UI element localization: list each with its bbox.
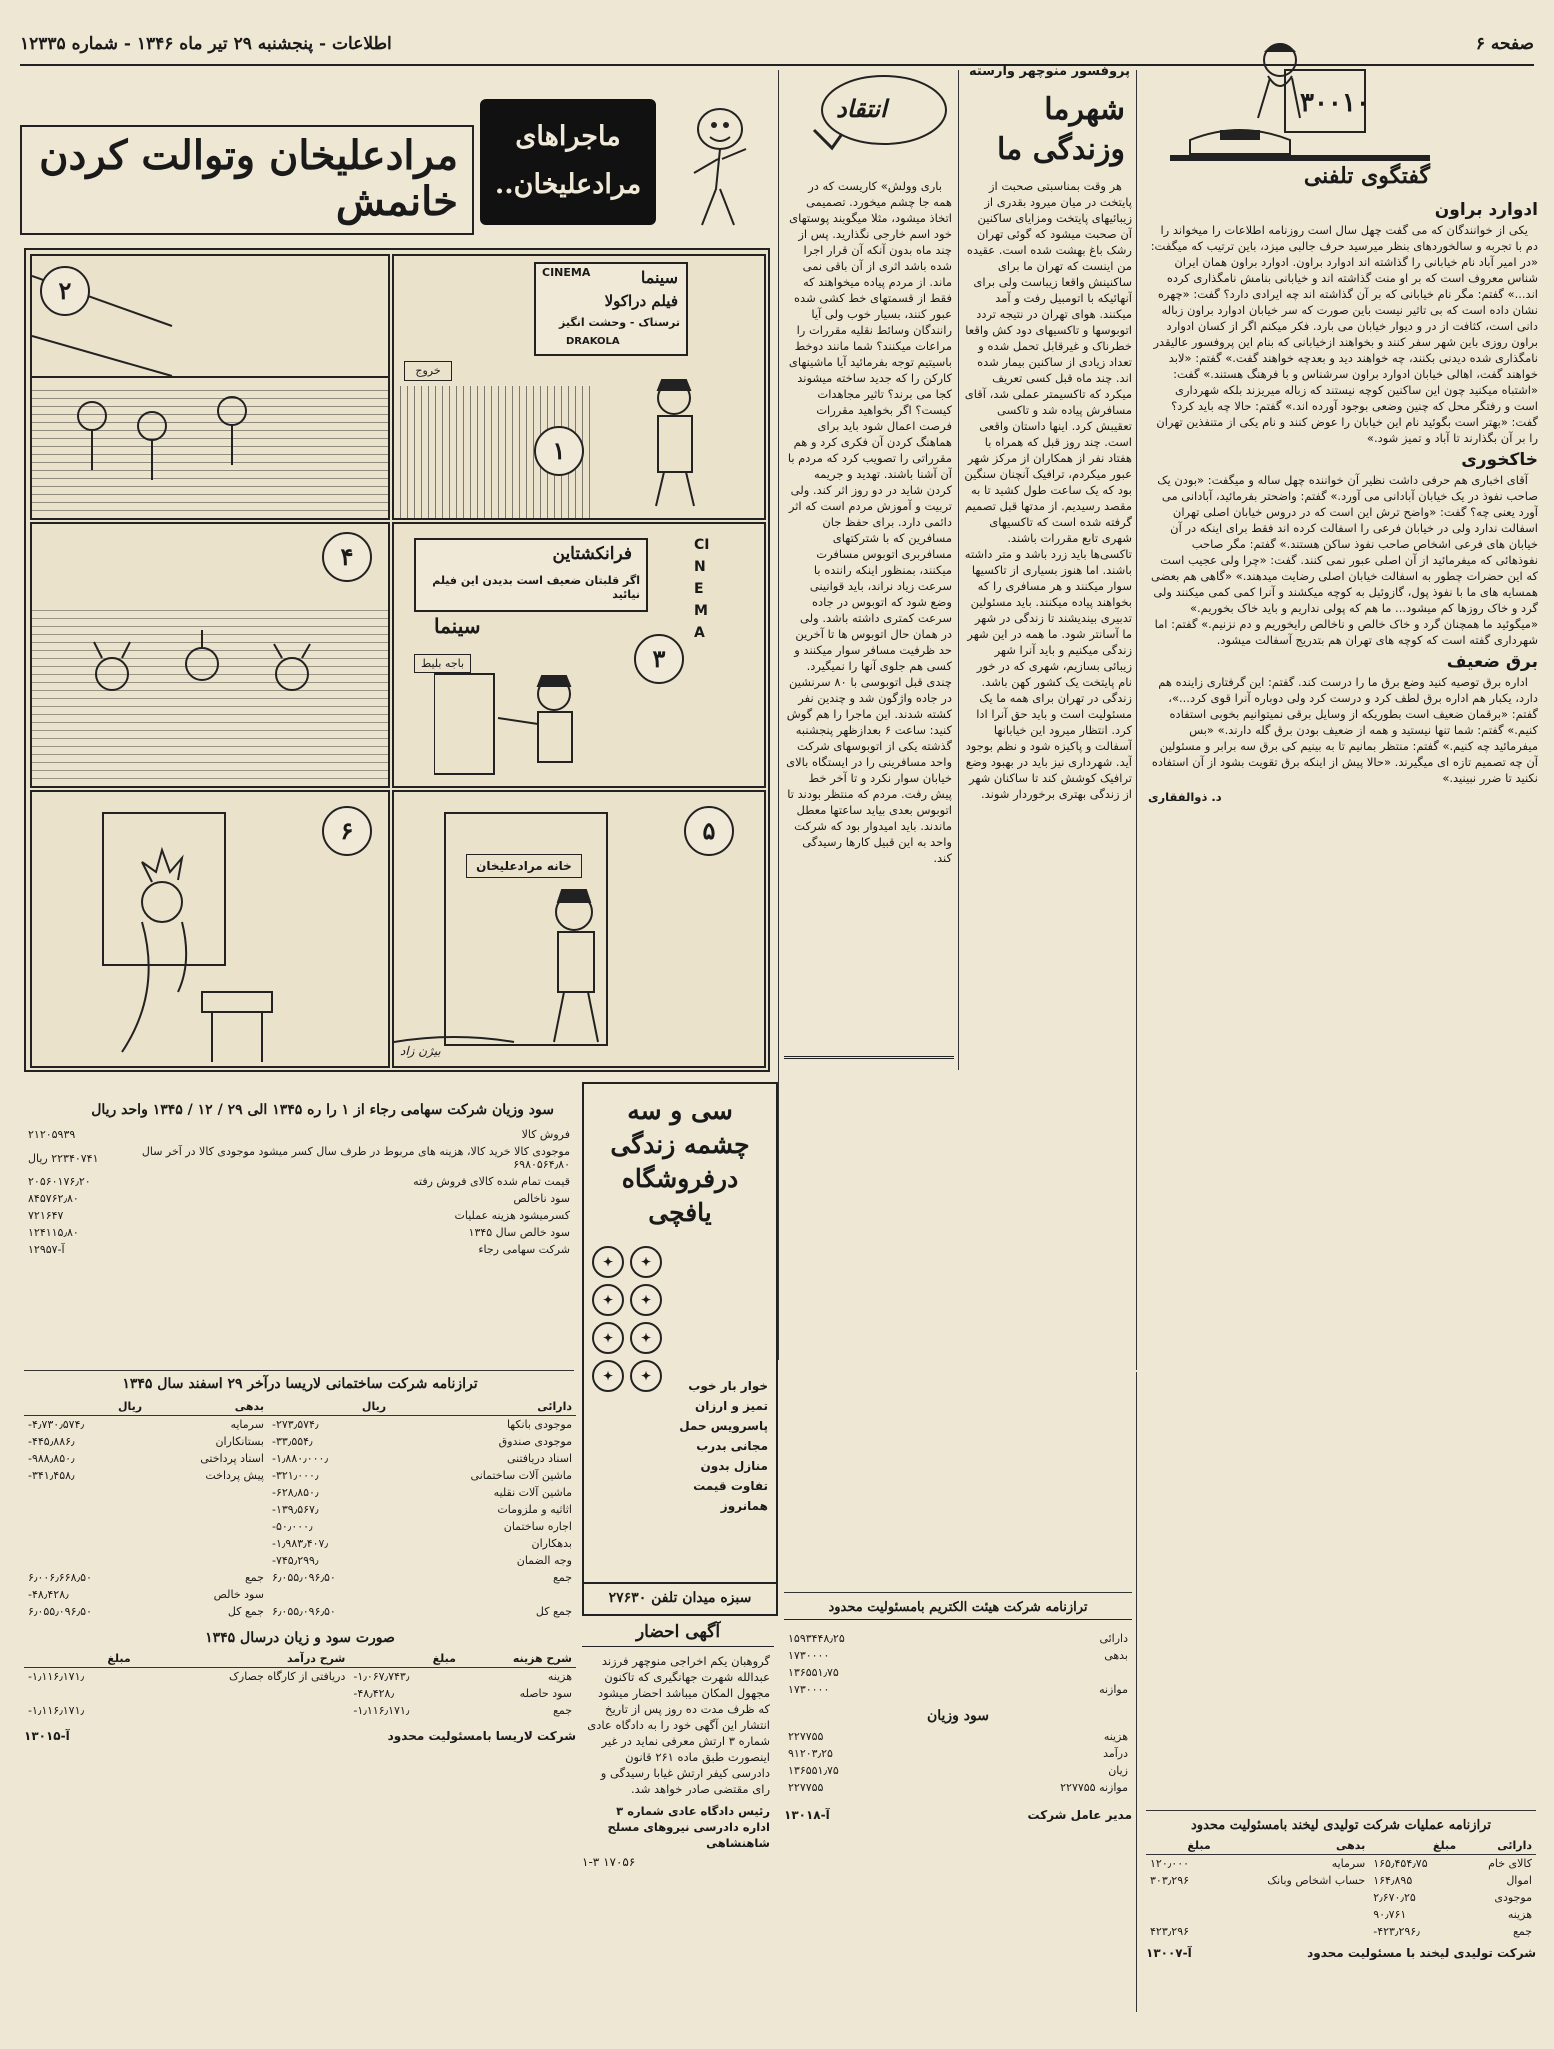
cinema-sign	[414, 538, 648, 612]
table-row	[24, 1143, 574, 1173]
karim-pl-title: سود وزیان	[926, 1708, 990, 1724]
table-header-row	[24, 1650, 576, 1668]
panel-number: ۳	[634, 634, 684, 684]
table-cell: موازنه ۲۲۷۷۵۵	[1060, 1781, 1128, 1794]
badge-icon: ✦	[630, 1360, 662, 1392]
panel-number: ۴	[322, 532, 372, 582]
badge-icon: ✦	[592, 1322, 624, 1354]
badge-icon: ✦	[592, 1246, 624, 1278]
notice-title: آگهی احضار	[582, 1622, 774, 1647]
critique-body-continued: باری وولش» کاریست که در همه جا چشم میخورد. تصمیمی اتخاذ میشود، مثلا میگویند پوستهای خود اسم خارجی نگذارید. پس از چند ماه بدون آنکه آن قرار اجرا شده باشد اثری از آن باقی نمی ماند. از مردم پیاده میخواهند که فقط از قسمتهای خط کشی شده عبور کنند، بسیار خوب ولی آیا رانندگان وسائط نقلیه مقررات را مراعات میکنند؟ شما مانند دوخط باسیتیم توجه بفرمائید آیا ماشینهای کارکن را که جدید ساخته میشوند کجا می برند؟ تاثیر مجاهدات کیست؟ اگر بخواهید مقررات فرصت اعمال شود باید برای هماهنگ کردن آن فکری کرد و هم مقرراتی را تصویب کرد که مردم با آن آشنا باشند. تهدید و جریمه کردن شاید در دو روز اثر کند. ولی تربیت و آموزش مردم است که اثر دائمی دارد. برای حفظ جان مسافرین که با شترکتهای مسافربری اتوبوس مسافرت میکنند، بمنظور اینکه راننده با سرعت زیاد نراند، باید قوانینی وضع شود که اتوبوس در جاده سرعت کمتری داشته باشد. ولی در همان حال اتوبوس ها تا آخرین حد ظرفیت مسافر سوار میکنند و کسی هم جلوی آنها را نمیگیرد. چندی قبل اتوبوسی با ۸۰ سرنشین در جاده واژگون شد و چندین نفر کشته شدند. این ماجرا را هم گوش کنید: ساعت ۶ بعدازظهر پنجشنبه گذشته یکی از اتوبوسهای شرکت واحد مسافرینی را در ایستگاه بالای خیابان سوار نکرد و تا آخر خط پیش رفت. مردم که منتظر بودند تا اتوبوس بعدی بیاید ساعتها معطل ماندند. باید امیدوار بود که شرکت واحد به این قبیل کارها رسیدگی کند.	[786, 179, 952, 865]
film-title: فرانکشتاین	[552, 544, 632, 564]
larisa-footer: شرکت لاریسا بامسئولیت محدود	[387, 1729, 576, 1743]
table-cell	[146, 1518, 268, 1535]
lakhand-balance-sheet	[1146, 1818, 1536, 2018]
divider	[778, 70, 779, 1360]
film-subtitle: ترسناک - وحشت انگیز	[559, 316, 680, 329]
table-cell: ۱۶۵٫۴۵۴٫۷۵	[1373, 1857, 1428, 1870]
panel-number: ۶	[322, 806, 372, 856]
table-row	[24, 1173, 574, 1190]
divider	[1136, 70, 1137, 1370]
film-title: فیلم دراکولا	[604, 292, 678, 310]
table-cell	[1146, 1906, 1215, 1923]
table-cell: سرمایه	[1331, 1857, 1366, 1870]
cinema-sign-fa: سینما	[434, 614, 481, 638]
table-cell: ۷۲۱۶۴۷	[28, 1209, 64, 1222]
table-cell: ۷۴۵٫۲۹۹٫-	[271, 1554, 319, 1567]
table-cell: آ-۱۲۹۵۷	[28, 1243, 65, 1256]
table-cell: سود حاصله	[519, 1687, 572, 1700]
comic-series-label: ماجراهای مرادعلیخان..	[494, 121, 642, 200]
table-row	[784, 1745, 1132, 1762]
table-cell: ۶٫۰۵۵٫۰۹۶٫۵۰	[271, 1571, 336, 1584]
table-cell: ۴۴۵٫۸۸۶٫-	[28, 1435, 75, 1448]
table-cell: ۶٫۰۰۶٫۶۶۸٫۵۰	[28, 1571, 92, 1584]
table-cell: اثاثیه و ملزومات	[497, 1503, 572, 1516]
table-cell: جمع	[1512, 1925, 1532, 1938]
table-cell: ۹۱۲۰۳٫۲۵	[788, 1747, 833, 1760]
critique-title: شهرما وزندگی ما	[996, 92, 1125, 167]
ticket-booth-sign: باجه بلیط	[414, 654, 471, 673]
table-cell	[146, 1484, 268, 1501]
critique-author: پروفسور منوچهر وارسته	[968, 64, 1130, 79]
column-header: شرح درآمد	[135, 1650, 350, 1668]
table-row	[24, 1484, 576, 1501]
table-cell: موجودی کالا خرید کالا، هزینه های مربوط در طرف سال کسر میشود موجودی کالا در آخر سال ۶۹۸۰۵۶۴٫۸۰	[141, 1145, 570, 1171]
table-cell: ۱۲۰٫۰۰۰	[1150, 1857, 1190, 1870]
karim-title: ترازنامه شرکت هیئت الکتریم بامسئولیت محدود	[784, 1600, 1132, 1620]
table-row	[24, 1569, 576, 1586]
table-row	[784, 1728, 1132, 1745]
table-cell: بدهکاران	[531, 1537, 572, 1550]
divider	[1146, 1810, 1536, 1811]
table-cell	[135, 1702, 350, 1719]
table-row	[24, 1586, 576, 1603]
table-cell	[24, 1552, 146, 1569]
man-walking-drawing	[614, 376, 754, 516]
comic-strip	[24, 248, 770, 1072]
comic-series-box	[480, 99, 656, 225]
cinema-sign-en: CINEMA	[542, 266, 591, 279]
table-cell: ۹۰٫۷۶۱	[1373, 1908, 1407, 1921]
karim-code: آ-۱۳۰۱۸	[784, 1808, 830, 1822]
table-cell	[268, 1586, 390, 1603]
table-row	[24, 1467, 576, 1484]
table-cell: جمع	[552, 1704, 572, 1717]
table-cell	[24, 1501, 146, 1518]
table-row	[784, 1664, 1132, 1681]
table-cell: ۴۸٫۴۲۸٫-	[353, 1687, 395, 1700]
table-cell: سود خالص سال ۱۳۴۵	[468, 1226, 570, 1239]
table-cell: ۴۸٫۴۲۸٫-	[28, 1588, 69, 1601]
panel-number: ۵	[684, 806, 734, 856]
phone-logo-number: ۳۰۰۱۰	[1300, 88, 1370, 118]
table-cell: سود ناخالص	[513, 1192, 570, 1205]
comic-panel-5	[392, 790, 766, 1068]
table-cell: ۱۲۴۱۱۵٫۸۰	[28, 1226, 79, 1239]
summons-notice	[582, 1622, 774, 2022]
column-header: دارائی	[390, 1398, 576, 1416]
table-cell: ۲۱۲۰۵۹۳۹	[28, 1128, 76, 1141]
table-cell: هزینه	[1507, 1908, 1532, 1921]
table-cell: ۲۲۳۴۰۷۴۱ ریال	[28, 1151, 99, 1165]
list-item: همانروز	[720, 1499, 768, 1513]
table-cell: ۱٫۸۸۰٫۰۰۰٫-	[271, 1452, 329, 1465]
phone-section-text: یکی از خوانندگان که می گفت چهل سال است روزنامه اطلاعات را میخواند را دم با تجربه و سالخوردهای بنظر میرسید حرف جالبی میزد، باین ترتیب که میگفت: «در امیر آباد نام خیابانی را گذاشته اند ادوارد براون. ادوارد براون همان ایران شناس معروف است که بر او منت گذاشته اند و خیابانی بنامش نامگذاری کرده اند...» گفتم: مگر نام خیابانی که بر آن گذاشته اند چه ایرادی دارد؟ گفت: «چهره نشان داده است که بی تاثیر نیست باین صورت که سر خیابان ادوارد براون زباله دانی است، کثافت از در و دیوار خیابان می بارد. فکر میکنم اگر از کسان ادوارد براون روزی باین شهر سفر کنند و بخواهند ازخیابانی که بنام این پروفسور عالیقدر نامگذاری شده دیدنی بکنند، چه خواهند دید و بعدچه خواهند گفت.» گفتم: «لابد خواهند گفت، اهالی خیابان ادوارد براون سرشناس و با فرهنگ هستند.» گفت: «اشتباه میکنید چون این ساکنین کوچه نیستند که زباله میریزند بلکه شهرداری است و رفتگر محل که چنین وضعی بوجود آورده اند.» گفتم: حالا چه باید کرد؟ گفت: «بهتر است بگوئید نام این خیابان را عوض کنند و نام یکی از متنفذین تهران را بر آن بگذارند تا آباد و تمیز شود.»	[1150, 223, 1538, 445]
table-cell: ۱۳۶۵۵۱٫۷۵	[788, 1666, 839, 1679]
divider	[784, 1056, 954, 1065]
larisa-title: ترازنامه شرکت ساختمانی لاریسا درآخر ۲۹ اسفند سال ۱۳۴۵	[122, 1376, 478, 1392]
larisa-pl-title: صورت سود و زیان درسال ۱۳۴۵	[205, 1630, 395, 1646]
karim-balance-sheet	[784, 1600, 1132, 2020]
store-ad-seals	[592, 1246, 662, 1516]
table-row	[784, 1762, 1132, 1779]
table-cell: درآمد	[1103, 1747, 1128, 1760]
table-cell: فروش کالا	[521, 1128, 570, 1141]
comic-panel-4	[30, 522, 390, 788]
table-cell: ۱٫۹۸۳٫۴۰۷٫-	[271, 1537, 329, 1550]
table-cell: ۲۷۳٫۵۷۴٫-	[271, 1418, 319, 1431]
table-cell: ۴٫۷۳۰٫۵۷۴٫-	[28, 1418, 85, 1431]
table-cell: بستانکاران	[215, 1435, 264, 1448]
table-cell	[1146, 1889, 1215, 1906]
table-row	[24, 1518, 576, 1535]
table-cell: ۱۷۳۰۰۰۰	[788, 1683, 830, 1696]
column-header: مبلغ	[1146, 1837, 1215, 1855]
raja-income-statement	[24, 1100, 574, 1360]
table-row	[24, 1416, 576, 1434]
notice-text: گروهبان یکم اخراجی منوچهر فرزند عبدالله شهرت جهانگیری که تاکنون مجهول المکان میباشد احضار میشود که ظرف مدت ده روز پس از تاریخ انتشار این آگهی خود را به دادگاه عادی شماره ۳ ارتش معرفی نماید در غیر اینصورت طبق ماده ۲۶۱ قانون دادرسی کیفر ارتش غیابا رسیدگی و رای مقتضی صادر خواهد شد.	[587, 1654, 770, 1796]
table-cell: اجاره ساختمان	[503, 1520, 572, 1533]
phone-signature: د. ذوالفقاری	[1148, 790, 1222, 804]
table-row	[24, 1126, 574, 1143]
table-cell: ۱۳۶۵۵۱٫۷۵	[788, 1764, 839, 1777]
table-cell: ۳۳٫۵۵۴٫-	[271, 1435, 313, 1448]
critique-body: هر وقت بمناسبتی صحبت از پایتخت در میان میرود بقدری از زیبائیهای پایتخت ومزایای ساکنین آن صحبت میشود که گوئی تهران رشک باغ بهشت شده است. عقیده من اینست که تهران ما برای ساکنینش واقعا زیباست ولی برای آنهائیکه با اتومبیل رفت و آمد میکنند. هوای تهران در نتیجه تردد اتوبوسها و تاکسیهای دود کش واقعا خطرناک و غیرقابل تحمل شده و تعداد زیادی از ساکنین بیمار شده اند. چند ماه قبل کسی تعریف میکرد که تاکسیمتر عملی شد، آقای مسافرش پیاده شد و تاکسی تعقیبش کرد. اینها داستان واقعی است. چند روز قبل که همراه با هفتاد نفر از همکاران از مرکز شهر عبور میکردم، ترافیک آنچنان سنگین بود که یک ساعت طول کشید تا به مقصد رسیدیم. از مدتها قبل تصمیم گرفته شده است که تاکسیهای شهری تابع مقررات باشند. تاکسی‌ها باید زرد باشد و متر داشته باشند. اما هنوز بسیاری از تاکسیها سوار میکنند و هر مسافری را که بخواهند پیاده میکنند. باید مسئولین تدبیری بیندیشند تا زندگی در شهر ما آسانتر شود. ما همه در این شهر زندگی میکنیم و باید آنرا شهر زیبائی بسازیم، شهری که در خور نام پایتخت یک کشور کهن باشد. زندگی در تهران برای همه ما یک مسئولیت است و باید حق آنرا ادا کرد. انتظار میرود این خیابانها آسفالت و پاکیزه شود و نظم بوجود آید. شهرداری نیز باید در بهبود وضع ترافیک کوشش کند تا ساکنان شهر از زندگی بهتری برخوردار شوند.	[964, 179, 1132, 801]
phone-section-title: ادوارد براون	[1434, 200, 1538, 220]
list-item: مجانی بدرب	[696, 1439, 768, 1453]
table-cell	[1215, 1889, 1370, 1906]
lakhand-code: آ-۱۳۰۰۷	[1146, 1946, 1192, 1960]
table-cell: ۶٫۰۵۵٫۰۹۶٫۵۰	[271, 1605, 336, 1618]
phone-logo-title: گفتگوی تلفنی	[1303, 163, 1430, 189]
table-cell: سرمایه	[230, 1418, 264, 1431]
karim-footer: مدیر عامل شرکت	[1027, 1808, 1132, 1822]
critique-text-left	[786, 178, 952, 1058]
table-row	[24, 1702, 576, 1719]
column-header: مبلغ	[349, 1650, 460, 1668]
notice-signature: رئیس دادگاه عادی شماره ۳ اداره دادرسی نیروهای مسلح شاهنشاهی	[607, 1804, 770, 1850]
larisa-code: آ-۱۳۰۱۵	[24, 1729, 70, 1743]
table-row	[24, 1535, 576, 1552]
table-cell: ۹۸۸٫۸۵۰٫-	[28, 1452, 75, 1465]
cinema-sign	[534, 262, 688, 356]
table-cell	[24, 1484, 146, 1501]
table-cell: قیمت تمام شده کالای فروش رفته	[413, 1175, 570, 1188]
badge-icon: ✦	[630, 1322, 662, 1354]
list-item: پاسرویس حمل	[679, 1419, 768, 1433]
badge-icon: ✦	[630, 1284, 662, 1316]
column-header: مبلغ	[1369, 1837, 1460, 1855]
table-cell: کالای خام	[1488, 1857, 1532, 1870]
table-cell: جمع	[552, 1571, 572, 1584]
panel-number: ۱	[534, 426, 584, 476]
table-cell: موجودی بانکها	[506, 1418, 572, 1431]
table-cell: ۱۷۳۰۰۰۰	[788, 1649, 830, 1662]
page-number: صفحه ۶	[1475, 34, 1534, 54]
table-cell	[146, 1535, 268, 1552]
divider	[784, 1592, 1132, 1593]
table-header-row	[1146, 1837, 1536, 1855]
comic-panel-1	[392, 254, 766, 520]
header-date-issue: اطلاعات - پنجشنبه ۲۹ تیر ماه ۱۳۴۶ - شماره ۱۲۳۳۵	[20, 34, 392, 54]
table-cell: دریافتی از کارگاه جصارک	[229, 1670, 346, 1683]
table-cell: ۲۰۵۶۰۱۷۶٫۲۰	[28, 1175, 91, 1188]
table-cell: ۴۲۳٫۲۹۶٫-	[1373, 1925, 1420, 1938]
phone-section-text: اداره برق توصیه کنید وضع برق ما را درست کند. گفتم: این گرفتاری زاینده هم دارد، یکبار هم اداره برق لطف کرد و درست کرد ولی دوباره آنرا قوی کرد...»، گفتم: «برقمان ضعیف است بطوریکه از وسایل برقی نمیتوانیم بخوبی استفاده کنیم.» گفتم: شما تنها نیستید و همه از ضعیف بودن برق گله دارند.» «بس میفرمائید چه کنیم.» گفتم: منتظر بمانیم تا به بینیم کی برق سه برابر و مسئولین آن چه تصمیم تازه ای میگیرند. «حالا پیش از اینکه برق تقویت بشود از آن استفاده نکنید تا ضرر نبینید.»	[1151, 675, 1538, 785]
table-cell: بدهی	[1104, 1649, 1128, 1662]
table-cell	[24, 1685, 135, 1702]
badge-icon: ✦	[630, 1246, 662, 1278]
comic-panel-6	[30, 790, 390, 1068]
table-cell: حساب اشخاص وبانک	[1267, 1874, 1366, 1887]
table-cell: ۵۰٫۰۰۰٫-	[271, 1520, 313, 1533]
table-cell: دارائی	[1099, 1632, 1128, 1645]
table-cell: ۱۳۹٫۵۶۷٫-	[271, 1503, 319, 1516]
table-cell: اموال	[1506, 1874, 1532, 1887]
divider	[958, 70, 959, 1070]
table-cell: ۳۰۳٫۲۹۶	[1150, 1874, 1190, 1887]
critique-logo	[784, 60, 954, 160]
table-cell	[24, 1518, 146, 1535]
cinema-sign-fa: سینما	[640, 268, 678, 287]
table-row	[1146, 1923, 1536, 1940]
notice-code: ۱۷۰۵۶ ۱-۳	[582, 1855, 636, 1869]
panel-number: ۲	[40, 266, 90, 316]
store-ad-title: سی و سه چشمه زندگی درفروشگاه یافچی	[610, 1096, 750, 1227]
table-cell: ۳۲۱٫۰۰۰٫-	[271, 1469, 319, 1482]
table-row	[24, 1668, 576, 1686]
table-cell: اسناد پرداختی	[200, 1452, 264, 1465]
table-row	[24, 1450, 576, 1467]
comic-panel-2	[30, 254, 390, 520]
table-cell: موجودی صندوق	[498, 1435, 572, 1448]
table-row	[784, 1779, 1132, 1796]
table-cell: جمع کل	[535, 1605, 572, 1618]
larisa-balance-sheet	[24, 1376, 576, 2016]
table-cell: ۶٫۰۵۵٫۰۹۶٫۵۰	[28, 1605, 92, 1618]
table-cell: ۶۲۸٫۸۵۰٫-	[271, 1486, 319, 1499]
list-item: خوار بار خوب	[688, 1379, 768, 1393]
film-title-en: DRAKOLA	[566, 336, 620, 347]
table-cell: ۱۶۴٫۸۹۵	[1373, 1874, 1413, 1887]
store-ad-items	[670, 1246, 768, 1516]
table-cell: ماشین آلات ساختمانی	[470, 1469, 572, 1482]
table-cell: جمع کل	[227, 1605, 264, 1618]
store-ad-footer: سبزه میدان تلفن ۲۷۶۳۰	[584, 1582, 776, 1606]
table-cell: موجودی	[1494, 1891, 1532, 1904]
column-header: بدهی	[146, 1398, 268, 1416]
phone-section-title: برق ضعیف	[1446, 652, 1538, 672]
raja-title: سود وزیان شرکت سهامی رجاء از ۱ را ره ۱۳۴۵ الی ۲۹ / ۱۲ / ۱۳۴۵ واحد ریال	[91, 1102, 554, 1118]
table-cell: اسناد دریافتنی	[506, 1452, 572, 1465]
exit-sign: خروج	[404, 361, 452, 381]
table-cell	[390, 1586, 576, 1603]
table-row	[1146, 1889, 1536, 1906]
divider	[1136, 1372, 1137, 2012]
table-row	[24, 1552, 576, 1569]
comic-title-block	[20, 95, 770, 235]
table-cell: ۱٫۱۱۶٫۱۷۱٫-	[353, 1704, 410, 1717]
column-header: ریال	[24, 1398, 146, 1416]
table-row	[784, 1630, 1132, 1647]
phone-logo	[1160, 30, 1440, 190]
table-cell: هزینه	[547, 1670, 572, 1683]
table-cell: پیش پرداخت	[205, 1469, 264, 1482]
table-cell	[146, 1552, 268, 1569]
table-cell: ۴۲۳٫۲۹۶	[1150, 1925, 1190, 1938]
list-item: منازل بدون	[700, 1459, 768, 1473]
film-subtitle: اگر قلبتان ضعیف است بدیدن این فیلم نیائید	[432, 574, 640, 601]
artist-signature: بیژن زاد	[400, 1044, 441, 1058]
table-cell: ۱٫۰۶۷٫۷۴۳٫-	[353, 1670, 410, 1683]
table-cell: ۲۲۷۷۵۵	[788, 1781, 824, 1794]
phone-section-text: آقای اخباری هم حرفی داشت نظیر آن خواننده چهل ساله و میگفت: «بودن یک صاحب نفوذ در یک خیابان آبادانی می آورد.» گفتم: واضحتر بفرمائید، آبادانی می آورد یعنی چه؟ گفت: «واضح ترش این است که در دروس خیابان اصلی تهران اسفالت ندارد ولی در خیابان فرعی را اسفالت کرده اند فقط برای اینکه در آن خیابان های فرعی اشخاص صاحب نفوذ ساکن هستند.» گفتم: مگر صاحب نفوذهائی که میفرمائید از آن اصلی عبور نمی کنند. گفت: «چرا ولی عجیب است که این حضرات چطور به اسفالت خیابان اصلی رضایت میدهند.» «گاهی هم بعضی همسایه های ما با نفوذ پول، گازوئیل به کوچه میکشند و آنرا کمی کمی میکنند ولی گرد و خاک روزها کم میشود... ما هم که پولی نداریم و باید خاک بخوریم.» «میگوئید ما همچنان گرد و خاک خالص و ناخالص رایخوریم و دم نزنیم.» گفتم: اما شهرداری گفته است که کوچه های تهران هم بتدریج آسفالت میشود.	[1151, 473, 1538, 647]
table-row	[24, 1190, 574, 1207]
table-row	[1146, 1855, 1536, 1873]
table-row	[24, 1241, 574, 1258]
comic-panel-3	[392, 522, 766, 788]
door-nameplate: خانه مرادعلیخان	[466, 854, 582, 878]
table-cell: وجه الضمان	[516, 1554, 572, 1567]
table-cell	[1215, 1923, 1370, 1940]
man-at-ticket-booth-drawing	[434, 664, 634, 784]
table-cell: هزینه	[1103, 1730, 1128, 1743]
table-cell: ۳۴۱٫۴۵۸٫-	[28, 1469, 75, 1482]
column-header: شرح هزینه	[460, 1650, 576, 1668]
lakhand-title: ترازنامه عملیات شرکت تولیدی لیخند بامسئولیت محدود	[1191, 1818, 1491, 1833]
table-row	[24, 1685, 576, 1702]
table-cell: ۱٫۱۱۶٫۱۷۱٫-	[28, 1670, 85, 1683]
table-cell	[1215, 1906, 1370, 1923]
badge-icon: ✦	[592, 1360, 624, 1392]
comic-title: مرادعلیخان وتوالت کردن خانمش	[39, 132, 458, 225]
table-cell: ۱۵۹۳۴۴۸٫۲۵	[788, 1632, 845, 1645]
table-cell	[1006, 1664, 1132, 1681]
table-cell	[135, 1685, 350, 1702]
column-header: دارائی	[1460, 1837, 1536, 1855]
table-cell: جمع	[244, 1571, 264, 1584]
table-cell: شرکت سهامی رجاء	[478, 1243, 570, 1256]
table-cell: ۲۲۷۷۵۵	[788, 1730, 824, 1743]
phone-column	[1148, 196, 1538, 1356]
column-header: مبلغ	[24, 1650, 135, 1668]
table-cell	[24, 1535, 146, 1552]
critique-text-right	[964, 178, 1132, 1358]
table-cell: کسرمیشود هزینه عملیات	[454, 1209, 570, 1222]
critique-logo-text: انتقاد	[836, 94, 887, 123]
table-cell: ماشین آلات نقلیه	[493, 1486, 572, 1499]
column-header: ریال	[268, 1398, 390, 1416]
table-cell: موازنه	[1099, 1683, 1128, 1696]
table-cell: سود خالص	[213, 1588, 264, 1601]
table-cell: ۲٫۶۷۰٫۲۵	[1373, 1891, 1416, 1904]
table-row	[24, 1433, 576, 1450]
store-ad	[582, 1082, 778, 1616]
table-cell: ۱٫۱۱۶٫۱۷۱٫-	[28, 1704, 85, 1717]
divider	[24, 1370, 574, 1371]
cinema-vertical-sign: CINEMA	[694, 537, 710, 641]
badge-icon: ✦	[592, 1284, 624, 1316]
table-row	[24, 1224, 574, 1241]
phone-section-title: خاکخوری	[1461, 450, 1538, 470]
cartoon-mascot-icon	[670, 95, 770, 235]
table-cell: زیان	[1108, 1764, 1128, 1777]
table-cell: ۸۴۵۷۶۲٫۸۰	[28, 1192, 79, 1205]
table-cell	[146, 1501, 268, 1518]
table-row	[1146, 1872, 1536, 1889]
column-header: بدهی	[1215, 1837, 1370, 1855]
table-row	[24, 1207, 574, 1224]
list-item: تمیز و ارزان	[694, 1399, 768, 1413]
list-item: تفاوت قیمت	[693, 1479, 768, 1493]
table-row	[24, 1603, 576, 1620]
table-row	[1146, 1906, 1536, 1923]
lakhand-footer: شرکت تولیدی لیخند با مسئولیت محدود	[1307, 1946, 1536, 1960]
table-row	[784, 1681, 1132, 1698]
table-header-row	[24, 1398, 576, 1416]
table-row	[24, 1501, 576, 1518]
table-row	[784, 1647, 1132, 1664]
